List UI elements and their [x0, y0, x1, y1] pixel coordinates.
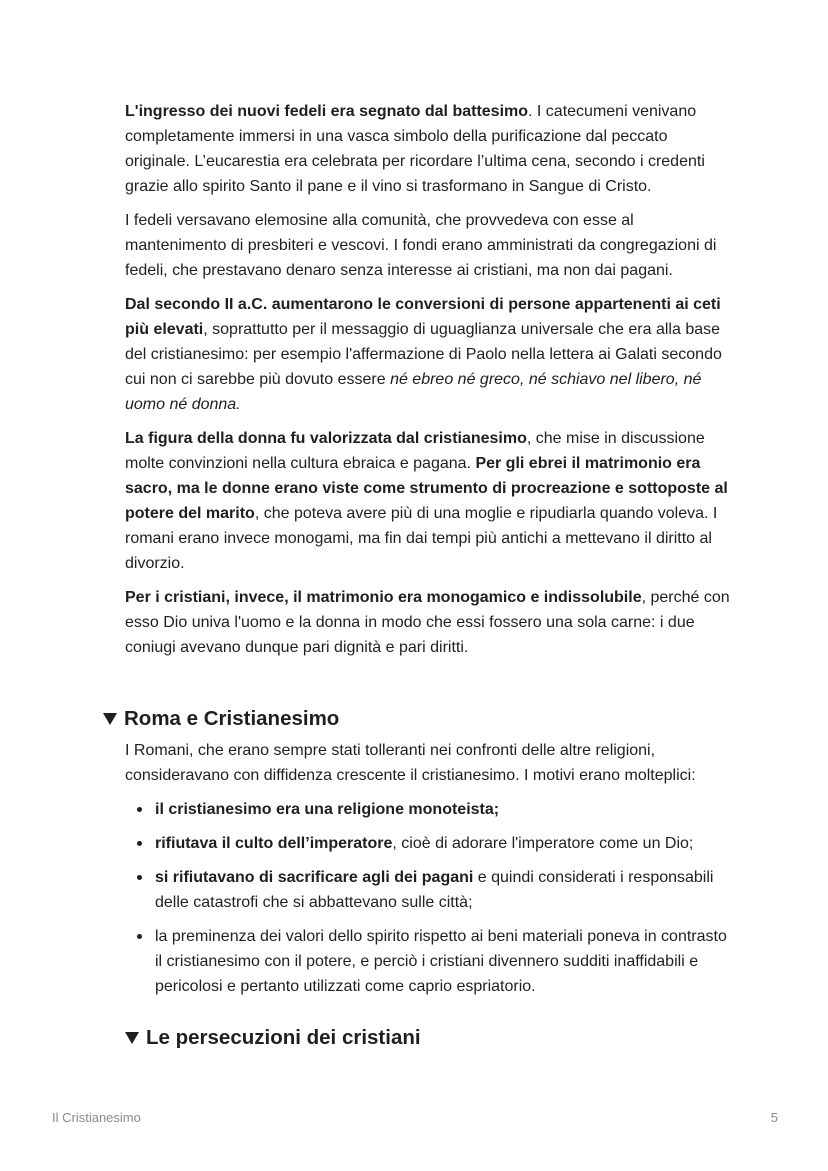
heading-text: Le persecuzioni dei cristiani	[146, 1026, 421, 1049]
list-item	[125, 865, 730, 915]
section-intro: I Romani, che erano sempre stati tolleranti nei confronti delle altre religioni, consideravano con diffidenza crescente il cristianesimo. I motivi erano molteplici:	[125, 742, 696, 784]
bold-text: La figura della donna fu valorizzata dal cristianesimo	[125, 430, 527, 447]
list-item	[125, 797, 730, 822]
bullet-icon	[137, 934, 142, 939]
paragraph-battesimo	[125, 99, 730, 199]
text: , che mise in discussione molte convinzioni nella cultura ebraica e pagana.	[125, 430, 705, 472]
text: , perché con esso Dio univa l'uomo e la donna in modo che essi fossero una sola carne: i due coniugi avevano dunque pari dignità e pari diritti.	[125, 589, 730, 656]
bold-text: L'ingresso dei nuovi fedeli era segnato dal battesimo	[125, 103, 529, 120]
text: , soprattutto per il messaggio di uguaglianza universale che era alla base del cristianesimo: per esempio l'affermazione di Paolo nella lettera ai Galati secondo cui non ci sarebbe più dovuto essere	[125, 321, 722, 388]
main-content	[125, 99, 730, 669]
paragraph-elemosine	[125, 208, 730, 283]
text: la preminenza dei valori dello spirito rispetto ai beni materiali poneva in contrasto il cristianesimo con il potere, e perciò i cristiani divennero sudditi inaffidabili e pericolosi e pertanto utilizzati come caprio espriatorio.	[155, 928, 727, 995]
text: , cioè di adorare l'imperatore come un Dio;	[392, 835, 694, 852]
text: I fedeli versavano elemosine alla comunità, che provvedeva con esse al mantenimento di presbiteri e vescovi. I fondi erano amministrati da congregazioni di fedeli, che prestavano denaro senza interesse ai cristiani, ma non dai pagani.	[125, 212, 717, 279]
bold-text: Per gli ebrei il matrimonio era sacro, ma le donne erano viste come strumento di procreazione e sottoposte al potere del marito	[125, 455, 728, 522]
triangle-down-icon[interactable]	[125, 1032, 139, 1044]
list-item	[125, 924, 730, 999]
page-number: 5	[770, 1110, 778, 1125]
toggle-heading-persecuzioni[interactable]	[125, 1024, 421, 1052]
bullet-list	[125, 797, 730, 999]
text: e quindi considerati i responsabili delle catastrofi che si abbattevano sulle città;	[155, 869, 714, 911]
bold-text: si rifiutavano di sacrificare agli dei pagani	[155, 869, 474, 886]
paragraph-conversioni	[125, 292, 730, 417]
text: , che poteva avere più di una moglie e ripudiarla quando voleva. I romani erano invece monogami, ma fin dai tempi più antichi a mettevano il diritto al divorzio.	[125, 505, 718, 572]
bold-text: Per i cristiani, invece, il matrimonio era monogamico e indissolubile	[125, 589, 642, 606]
bold-text: Dal secondo II a.C. aumentarono le conversioni di persone appartenenti ai ceti più elevati	[125, 296, 721, 338]
toggle-heading-roma[interactable]	[103, 705, 339, 733]
bullet-icon	[137, 807, 142, 812]
heading-text: Roma e Cristianesimo	[124, 707, 340, 730]
triangle-down-icon[interactable]	[103, 713, 117, 725]
italic-text: né ebreo né greco, né schiavo nel libero, né uomo né donna.	[125, 371, 702, 413]
footer-title: Il Cristianesimo	[52, 1110, 141, 1125]
bold-text: il cristianesimo era una religione monoteista;	[155, 801, 500, 818]
section-roma-content	[125, 738, 730, 1008]
bullet-icon	[137, 875, 142, 880]
text: . I catecumeni venivano completamente immersi in una vasca simbolo della purificazione dal peccato originale. L’eucarestia era celebrata per ricordare l’ultima cena, secondo i credenti grazie allo spirito Santo il pane e il vino si trasformano in Sangue di Cristo.	[125, 103, 705, 195]
bold-text: rifiutava il culto dell’imperatore	[155, 835, 393, 852]
paragraph-donna	[125, 426, 730, 576]
bullet-icon	[137, 841, 142, 846]
paragraph-matrimonio	[125, 585, 730, 660]
list-item	[125, 831, 730, 856]
